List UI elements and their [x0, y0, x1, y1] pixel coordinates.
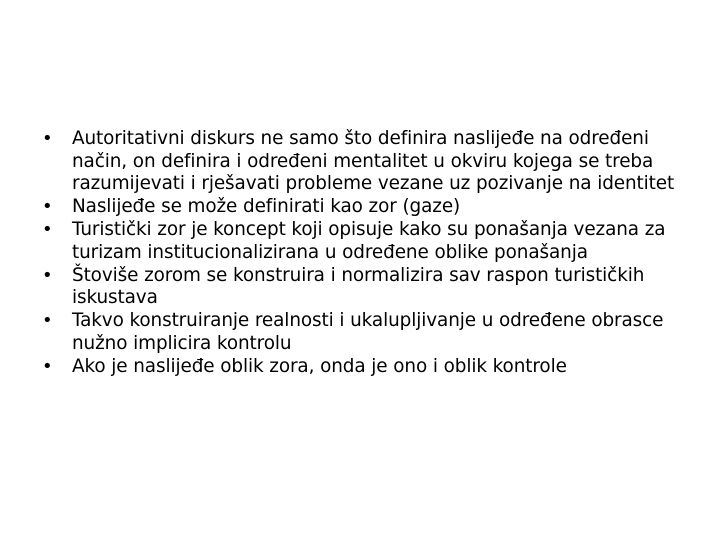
bullet-list [42, 128, 682, 379]
bullet-marker: • [42, 355, 53, 377]
bullet-marker: • [42, 310, 53, 331]
bullet-text-6: Ako je naslijeđe oblik zora, onda je ono i oblik kontrole [72, 355, 567, 377]
bullet-item-2 [42, 196, 682, 219]
bullet-text-4: Štoviše zorom se konstruira i normalizira sav raspon turističkih iskustava [72, 264, 645, 308]
bullet-marker: • [42, 264, 53, 286]
bullet-item-3 [42, 219, 682, 264]
bullet-item-4 [42, 265, 682, 310]
bullet-text-1: Autoritativni diskurs ne samo što definira naslijeđe na određeni način, on definira i određeni mentalitet u okviru kojega se treba razumijevati i rješavati probleme vezane uz pozivanje na identitet [72, 128, 675, 194]
bullet-marker: • [42, 128, 53, 149]
bullet-marker: • [42, 219, 53, 240]
bullet-item-6 [42, 356, 682, 379]
bullet-marker: • [42, 196, 53, 217]
bullet-text-2: Naslijeđe se može definirati kao zor (gaze) [72, 196, 461, 217]
bullet-text-3: Turistički zor je koncept koji opisuje kako su ponašanja vezana za turizam institucionalizirana u određene oblike ponašanja [72, 219, 666, 263]
bullet-item-5 [42, 310, 682, 355]
bullet-item-1 [42, 128, 682, 196]
bullet-text-5: Takvo konstruiranje realnosti i ukalupljivanje u određene obrasce nužno implicira kontrolu [72, 310, 664, 354]
